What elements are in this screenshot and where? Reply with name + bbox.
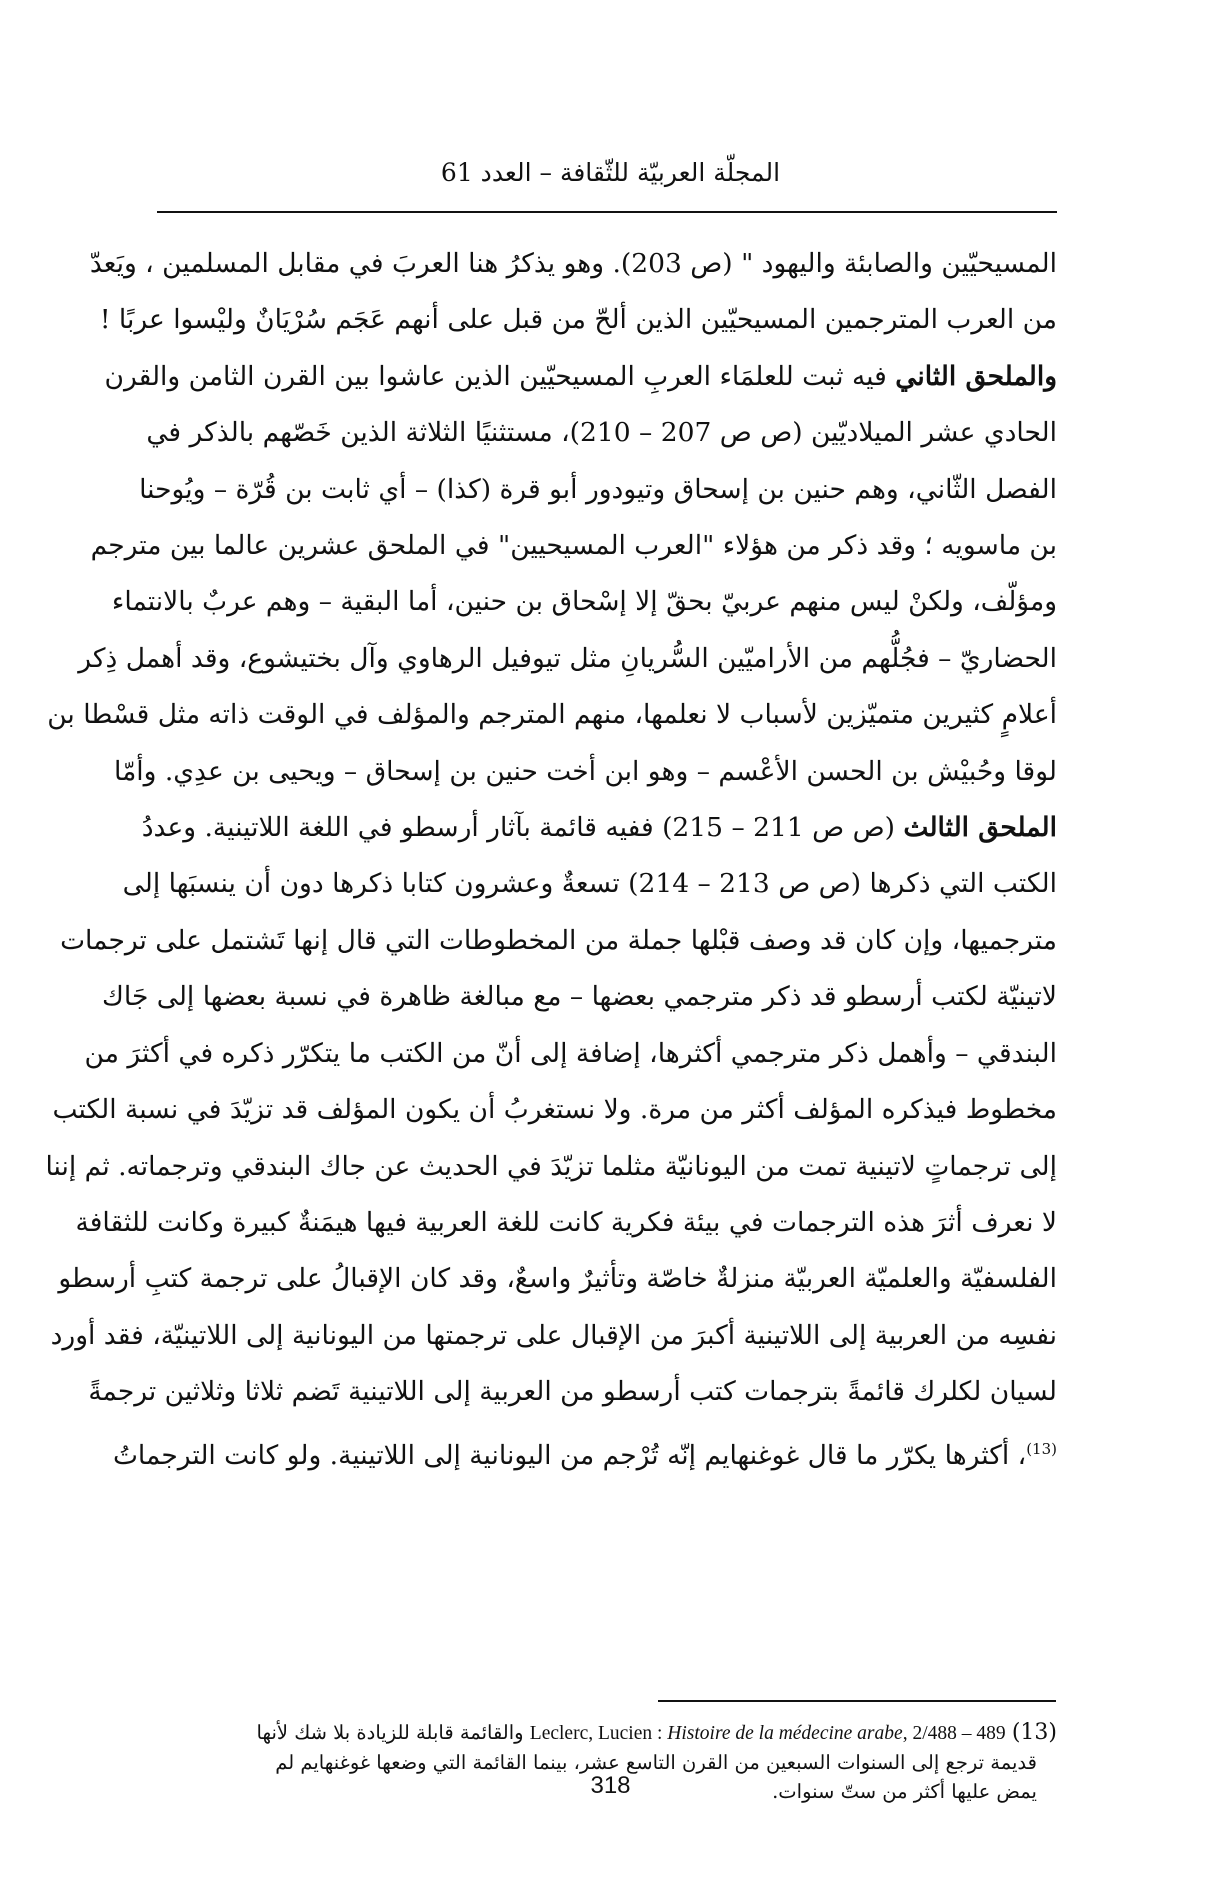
running-header: المجلّة العربيّة للثّقافة – العدد 61: [440, 158, 781, 187]
footnote-line: قديمة ترجع إلى السنوات السبعين من القرن التاسع عشر، بينما القائمة التي وضعها غوغنهايم لم: [275, 1751, 1037, 1774]
body-line: نفسِه من العربية إلى اللاتينية أكبرَ من الإقبال على ترجمتها من اليونانية إلى اللاتينيّة، فقد أورد: [50, 1319, 1057, 1351]
footnote-divider: [658, 1700, 1056, 1702]
body-text: [45, 236, 1057, 1484]
body-line: لاتينيّة لكتب أرسطو قد ذكر مترجمي بعضها – مع مبالغة ظاهرة في نسبة بعضها إلى جَاك: [102, 981, 1057, 1013]
page-number: 318: [590, 1772, 631, 1799]
body-line: لوقا وحُبيْش بن الحسن الأعْسم – وهو ابن أخت حنين بن إسحاق – ويحيى بن عدِي. وأمّا: [114, 755, 1057, 787]
footnote-line: يمض عليها أكثر من ستّ سنوات.: [772, 1780, 1037, 1803]
body-line: الكتب التي ذكرها (ص ص 213 – 214) تسعةٌ وعشرون كتابا ذكرها دون أن ينسبَها إلى: [122, 868, 1057, 900]
body-line: الحضاريّ – فجُلُّهم من الأراميّين السُّريانِ مثل تيوفيل الرهاوي وآل بختيشوع، وقد أهمل ذِكر: [78, 642, 1057, 674]
body-line: ومؤلّف، ولكنْ ليس منهم عربيّ بحقّ إلا إسْحاق بن حنين، أما البقية – وهم عربٌ بالانتماء: [111, 586, 1057, 618]
citation-author: Leclerc, Lucien :: [529, 1723, 663, 1744]
bold-term-appendix-three: الملحق الثالث: [903, 812, 1057, 844]
body-line: من العرب المترجمين المسيحيّين الذين ألحّ من قبل على أنهم عَجَم سُرْيَانٌ وليْسوا عربًا !: [99, 304, 1057, 336]
citation-title: Histoire de la médecine arabe: [667, 1723, 903, 1744]
body-line: [104, 349, 1057, 405]
body-line: لا نعرف أثرَ هذه الترجمات في بيئة فكرية كانت للغة العربية فيها هيمَنةٌ كبيرة وكانت للثقافة: [75, 1206, 1057, 1238]
body-line: الفلسفيّة والعلميّة العربيّة منزلةٌ خاصّة وتأثيرٌ واسعٌ، وقد كان الإقبالُ على ترجمة كتبِ أرسطو: [58, 1263, 1057, 1295]
body-line-rest: (ص ص 211 – 215) ففيه قائمة بآثار أرسطو في اللغة اللاتينية. وعددُ: [141, 812, 895, 844]
footnote-reference[interactable]: (13): [1026, 1439, 1057, 1458]
body-line: مترجميها، وإن كان قد وصف قبْلها جملة من المخطوطات التي قال إنها تَشتمل على ترجمات: [60, 924, 1057, 956]
body-line: البندقي – وأهمل ذكر مترجمي أكثرها، إضافة إلى أنّ من الكتب ما يتكرّر ذكره في أكثرَ من: [84, 1037, 1057, 1069]
body-line: [141, 800, 1057, 856]
footnote-number: (13): [1011, 1720, 1057, 1745]
body-line: المسيحيّين والصابئة واليهود " (ص 203). وهو يذكرُ هنا العربَ في مقابل المسلمين ، ويَعدّ: [89, 248, 1057, 279]
body-line: [112, 1421, 1057, 1484]
body-line: مخطوط فيذكره المؤلف أكثر من مرة. ولا نستغربُ أن يكون المؤلف قد تزيّدَ في نسبة الكتب: [52, 1094, 1057, 1126]
footnote-text: والقائمة قابلة للزيادة بلا شك لأنها: [256, 1721, 524, 1744]
body-line: الفصل الثّاني، وهم حنين بن إسحاق وتيودور أبو قرة (كذا) – أي ثابت بن قُرّة – ويُوحنا: [139, 473, 1057, 505]
body-line-rest: ، أكثرها يكرّر ما قال غوغنهايم إنّه تُرْجم من اليونانية إلى اللاتينية. ولو كانت الترجماتُ: [112, 1439, 1027, 1471]
body-line-rest: فيه ثبت للعلمَاء العربِ المسيحيّين الذين عاشوا بين القرن الثامن والقرن: [104, 360, 887, 392]
body-line: الحادي عشر الميلاديّين (ص ص 207 – 210)، مستثنيًا الثلاثة الذين خَصّهم بالذكر في: [146, 417, 1057, 449]
body-line: لسيان لكلرك قائمةً بترجمات كتب أرسطو من العربية إلى اللاتينية تَضم ثلاثا وثلاثين ترجمةً: [88, 1376, 1057, 1408]
bold-term-appendix-two: والملحق الثاني: [895, 360, 1057, 392]
footnote-citation: [530, 1723, 1006, 1744]
body-line: إلى ترجماتٍ لاتينية تمت من اليونانيّة مثلما تزيّدَ في الحديث عن جاك البندقي وترجماته. ثم إننا: [45, 1150, 1057, 1182]
body-line: بن ماسويه ؛ وقد ذكر من هؤلاء "العرب المسيحيين" في الملحق عشرين عالما بين مترجم: [90, 530, 1057, 562]
citation-pages: , 2/488 – 489: [902, 1723, 1006, 1744]
header-divider: [157, 211, 1057, 213]
body-line: أعلامٍ كثيرين متميّزين لأسباب لا نعلمها، منهم المترجم والمؤلف في الوقت ذاته مثل قسْطا بن: [47, 699, 1057, 731]
footnote-line: [157, 1718, 1057, 1748]
